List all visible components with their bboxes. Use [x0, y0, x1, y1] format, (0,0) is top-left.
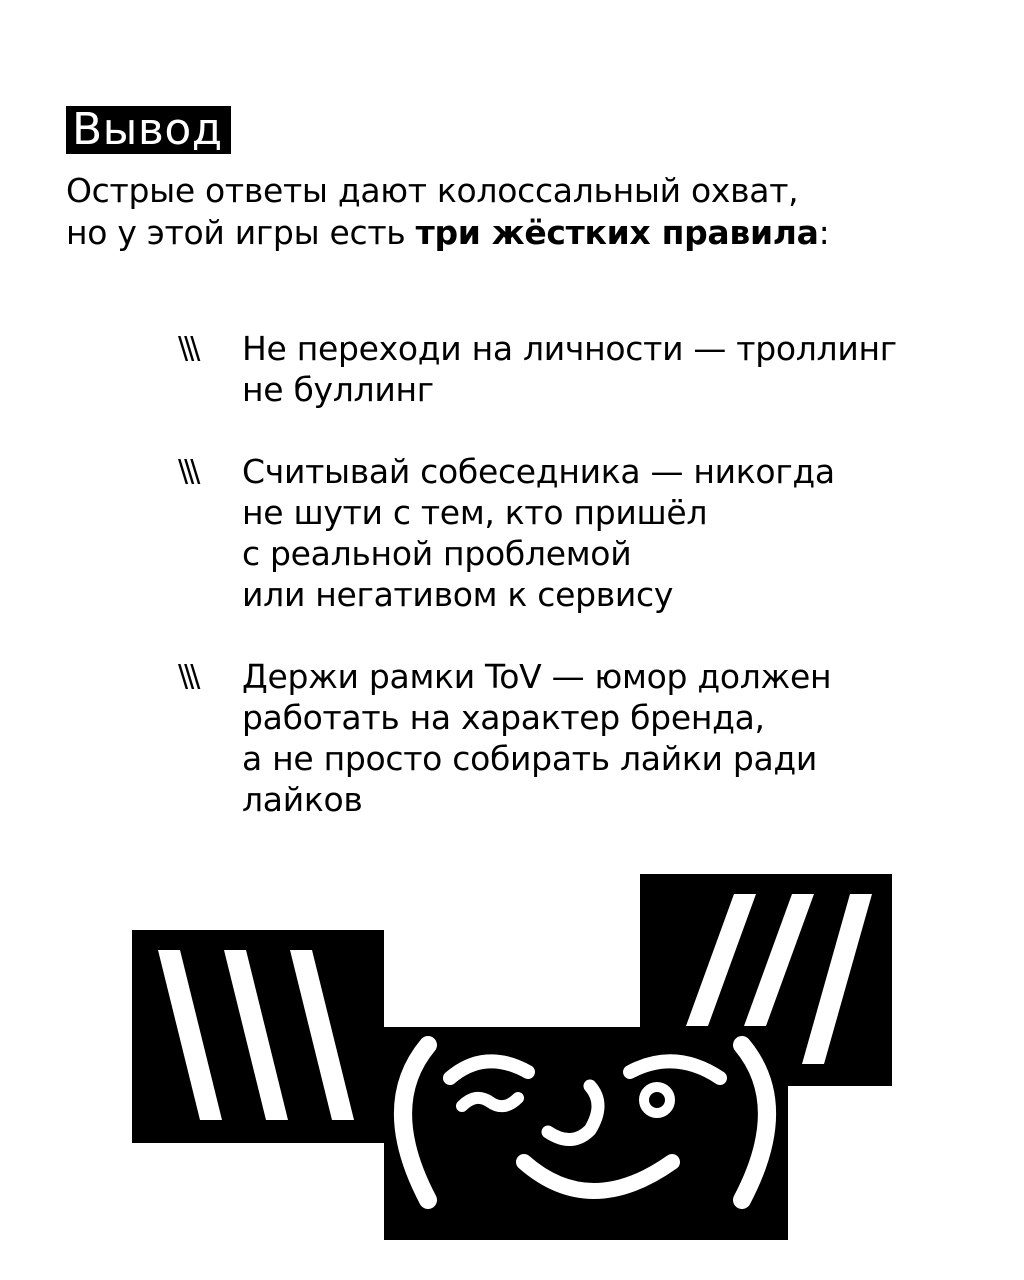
rule-1-line-1: Не переходи на личности — троллинг: [242, 329, 897, 368]
lenny-face-emoticon-icon: [0, 860, 1024, 1280]
rule-item-2: [178, 451, 978, 615]
rule-2-line-3: с реальной проблемой: [242, 534, 632, 573]
rule-marker-icon: \\\: [178, 454, 197, 489]
intro-line-2-suffix: :: [818, 213, 830, 252]
mascot-black-shapes: [132, 874, 892, 1240]
rule-3-line-4: лайков: [242, 780, 363, 819]
rule-3-line-1: Держи рамки ToV — юмор должен: [242, 657, 832, 696]
intro-line-2-prefix: но у этой игры есть: [66, 213, 416, 252]
rule-3-line-2: работать на характер бренда,: [242, 698, 765, 737]
page-title: Вывод: [66, 106, 231, 154]
intro-line-2: [66, 212, 966, 254]
rule-2-line-1: Считывай собеседника — никогда: [242, 452, 835, 491]
rule-marker-icon: \\\: [178, 659, 197, 694]
rule-3-line-3: а не просто собирать лайки ради: [242, 739, 818, 778]
rule-2-line-2: не шути с тем, кто пришёл: [242, 493, 708, 532]
intro-line-1: Острые ответы дают колоссальный охват,: [66, 171, 799, 210]
rule-marker-icon: \\\: [178, 331, 197, 366]
rule-item-3: [178, 656, 978, 820]
rules-list: [178, 328, 978, 820]
intro-text: [66, 170, 966, 254]
mascot-tilde-eye: [462, 1098, 518, 1106]
rule-1-line-2: не буллинг: [242, 370, 434, 409]
rule-2-line-4: или негативом к сервису: [242, 575, 674, 614]
intro-highlight: три жёстких правила: [415, 213, 819, 252]
rule-item-1: [178, 328, 978, 410]
